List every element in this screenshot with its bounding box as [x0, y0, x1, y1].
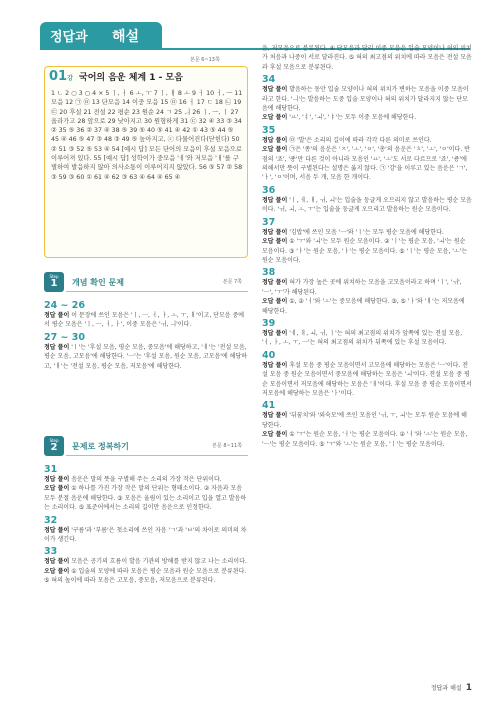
page-number: 1: [465, 683, 472, 693]
step2-badge: Step 2: [44, 436, 64, 456]
lesson-title: 국어의 음운 체계 1 - 모음: [79, 73, 183, 83]
answer-text: 오답 풀이 ① 'ㅜ'와 'ㅚ'는 모두 원순 모음이다. ② 'ㅣ'는 평순 모음, 'ㅚ'는 원순 모음이다. ③ 'ㅏ'는 원순 모음, 'ㅏ'는 평순 모음이다. ⑤ 'ㅣ'는 평순 모음, 'ㅗ'는 원순 모음이다.: [262, 238, 468, 264]
question-number: 37: [262, 216, 276, 228]
footer-label: 정답과 해설: [430, 685, 462, 692]
question-number: 39: [262, 317, 276, 329]
lesson-page-range: 본문 6~13쪽: [190, 57, 220, 63]
question-number: 41: [262, 400, 276, 412]
lesson-number: 01강: [49, 69, 73, 84]
answer-text: 정답 풀이 모음은 공기의 흐름이 발음 기관의 방해를 받지 않고 나는 소리이다.: [44, 558, 247, 566]
answer-text: 오답 풀이 ① 입술의 모양에 따라 모음은 평순 모음과 원순 모음으로 분류된다. ⑤ 혀의 높이에 따라 모음은 고모음, 중모음, 저모음으로 분류된다.: [44, 567, 247, 585]
answer-text: 오답 풀이 'ㅛ', 'ㅕ', 'ㅚ', 'ㅑ'는 모두 이중 모음에 해당한다.: [262, 114, 417, 122]
question-number: 34: [262, 74, 276, 86]
answer-text: 정답 풀이 'ㅣ'는 '후설 모음, 평순 모음, 중모음'에 해당하고, 'ㅔ'는 '전설 모음, 평순 모음, 고모음'에 해당한다. 'ㅡ'는 '후설 모음, 원순 모음, 고모음'에 해당하고, 'ㅐ'는 '전설 모음, 평순 모음, 저모음'에 해당한다.: [44, 343, 248, 370]
step2-rule: [66, 455, 248, 456]
lesson-header: [45, 67, 247, 83]
answer-text: 정답 풀이 'ㅔ, ㅐ, ㅚ, ㅟ, ㅣ'는 혀의 최고점의 위치가 앞쪽에 있는 전설 모음, 'ㅓ, ㅏ, ㅗ, ㅜ, ㅡ'는 혀의 최고점의 위치가 뒤쪽에 있는 후설 모음이다.: [262, 329, 463, 347]
step1-content: [44, 298, 248, 371]
question-number: 40: [262, 349, 276, 361]
header-title-right: 해설: [112, 29, 140, 45]
step2-page: 본문 8~11쪽: [212, 443, 242, 449]
question-number: 24 ~ 26: [44, 300, 86, 311]
question-number: 32: [44, 514, 58, 526]
answer-text: 오답 풀이 ㉠은 '종'의 음운은 'ㅈ', 'ㅗ', 'ㅇ', '총'의 음운은 'ㅊ', 'ㅗ', 'ㅇ'이다. 반점의 '죠', '죵'만 다른 것이 아니라 모음인 'ㅛ', 'ㅗ'도 서로 다르므로 '죠', '죵'에 의해서만 뜻이 구별된다는 설명은 옳지 않다. ㉠ '강'을 이루고 있는 음운은 'ㄱ', 'ㅏ', 'ㅇ'이며, 서음 두 개, 모음 한 개이다.: [262, 146, 470, 182]
right-column: [262, 44, 472, 449]
answer-text: 정답 풀이 ㉤ '발'은 소리의 길이에 따라 각각 다른 의미로 쓰인다.: [262, 136, 432, 144]
question-number: 35: [262, 124, 276, 136]
question-number: 27 ~ 30: [44, 331, 86, 343]
header-tab: [40, 22, 162, 48]
header-title-left: 정답과: [50, 30, 88, 45]
step1-rule: [66, 291, 248, 292]
lesson-answer-box: [44, 66, 248, 258]
page-footer: [431, 683, 472, 693]
answer-text: 정답 풀이 '김밥'에 쓰인 모음 'ㅡ'와 'ㅣ'는 모두 평순 모음에 해당한다.: [262, 228, 444, 236]
step2-title: 문제로 정복하기: [72, 442, 129, 451]
answer-text: 정답 풀이 이 문장에 쓰인 모음은 'ㅣ, ㅡ, ㅓ, ㅏ, ㅗ, ㅜ, ㅐ'이고, 단모음 중에서 평순 모음은 'ㅣ, ㅡ, ㅓ, ㅏ', 이중 모음은 'ㅟ, ㅢ'이다.: [44, 312, 245, 329]
answer-text: 정답 풀이 발음하는 동안 입술 모양이나 혀의 위치가 변하는 모음을 이중 모음이라고 한다. 'ㅢ'는 발음하는 도중 입술 모양이나 혀의 위치가 달라지지 않는 단모음에 해당한다.: [262, 86, 469, 113]
question-number: 38: [262, 267, 276, 279]
question-number: 31: [44, 464, 58, 475]
answer-text: 정답 풀이 '구름'과 '부름'은 첫소리에 쓰인 자음 'ㄱ'과 'ㅂ'의 차이로 의미의 차이가 생긴다.: [44, 526, 247, 544]
step2-header: [44, 436, 248, 458]
answer-text: 오답 풀이 ① 하나를 가진 가장 작은 말의 단위는 형태소이다. ② 자음과 모음 모두 분절 음운에 해당한다. ③ 모음은 울림이 있는 소리이고 입을 열고 발음하는 소리이다. ⑤ 표준어에서는 소리의 길이만 음운으로 인정한다.: [44, 485, 247, 512]
answer-text: 오답 풀이 ① 'ㅜ'는 원순 모음, 'ㅓ'는 평순 모음이다. ② 'ㅓ'와 'ㅗ'는 원순 모음, 'ㅡ'는 평순 모음이다. ⑤ 'ㅜ'와 'ㅗ'는 원순 모음, 'ㅣ'는 평순 모음이다.: [262, 431, 468, 448]
step1-page: 본문 7쪽: [222, 279, 242, 285]
answer-text: 정답 풀이 '뒤꿈치'와 '외숙모'에 쓰인 모음인 'ㅟ, ㅜ, ㅚ'는 모두 원순 모음에 해당한다.: [262, 412, 467, 429]
question-number: 36: [262, 184, 276, 196]
answer-text: 정답 풀이 혀가 가장 높은 곳에 위치하는 모음을 고모음이라고 하며 'ㅣ', 'ㅟ', 'ㅡ', 'ㅜ'가 해당된다.: [262, 279, 462, 296]
question-number: 33: [44, 546, 58, 558]
step1-badge: Step 1: [44, 272, 64, 292]
step1-title: 개념 확인 문제: [72, 278, 124, 287]
lesson-answers: 1 ㄴ 2 ○ 3 ○ 4 × 5 ㅣ, ㅓ 6 ㅗ, ㅜ 7 ㅣ, ㅐ 8 ㅗ 9 ㅓ 10 ㅓ, ㅡ 11 모음 12 ㉠ ㉤ 13 단모음 14 이중 모음 15 ㉤ 16 ㅓ 17 ㄷ 18 ㉡ 19 ㉢ 20 후설 21 전설 22 평순 23 원순 24 ㄱ 25 ㅢ 26 ㅣ, ㅡ, ㅣ 27 올라가고 28 앞으로 29 낮아지고 30 원형하게 31 ㉢ 32 ④ 33 ③ 34 ② 35 ⑤ 36 ② 37 ④ 38 ⑤ 39 ⑤ 40 ⑤ 41 ④ 42 ① 43 ⑤ 44 ⑤ 45 ④ 46 ⑤ 47 ③ 48 ③ 49 ⑤ 높아지고, ⓒ 다물어진다(닫힌다) 50 ② 51 ③ 52 ⑤ 53 ④ 54 [예시 답] 모든 단어의 모음이 후설 모음으로 이루어져 있다. 55 [예시 답] 성학이가 중모음 'ㅔ'와 저모음 'ㅐ'를 구별하여 발음하지 않아 의사소통이 이루어지지 않았다. 56 ⑤ 57 ② 58 ③ 59 ③ 60 ① 61 ④ 62 ③ 63 ④ 64 ④ 65 ④: [51, 90, 243, 181]
answer-text: 정답 풀이 음운은 말의 뜻을 구별해 주는 소리의 가장 작은 단위이다.: [44, 476, 222, 483]
step1-header: [44, 272, 248, 294]
answer-text: 정답 풀이 후설 모음 중 평순 모음이면서 고모음에 해당하는 모음은 'ㅡ'이다. 전설 모음 중 원순 모음이면서 중모음에 해당하는 모음은 'ㅚ'이다. 전설 모음 중 평순 모음이면서 저모음에 해당하는 모음은 'ㅐ'이다. 후설 모음 중 평순 모음이면서 저모음에 해당하는 모음은 'ㅏ'이다.: [262, 361, 472, 397]
answer-text: 정답 풀이 'ㅣ, ㅔ, ㅐ, ㅟ, ㅚ'는 입술을 둥글게 오므리지 않고 발음하는 평순 모음이다. 'ㅟ, ㅚ, ㅗ, ㅜ'는 입술을 둥글게 오므리고 발음하는 원순 모음이다.: [262, 196, 472, 214]
step2-content: [44, 462, 248, 586]
answer-text: 음, 저모음으로 분류된다. ④ 단모음과 달리 이중 모음은 입술 모양이나 혀의 위치가 처음과 나중이 서로 달라진다. ⑤ 혀의 최고점의 위치에 따라 모음은 전설 모음과 후설 모음으로 분류된다.: [262, 45, 472, 71]
answer-text: 오답 풀이 ①, ② 'ㅓ'와 'ㅗ'는 중모음에 해당한다. ③, ⑤ 'ㅏ'와 'ㅐ'는 저모음에 해당한다.: [262, 298, 465, 315]
